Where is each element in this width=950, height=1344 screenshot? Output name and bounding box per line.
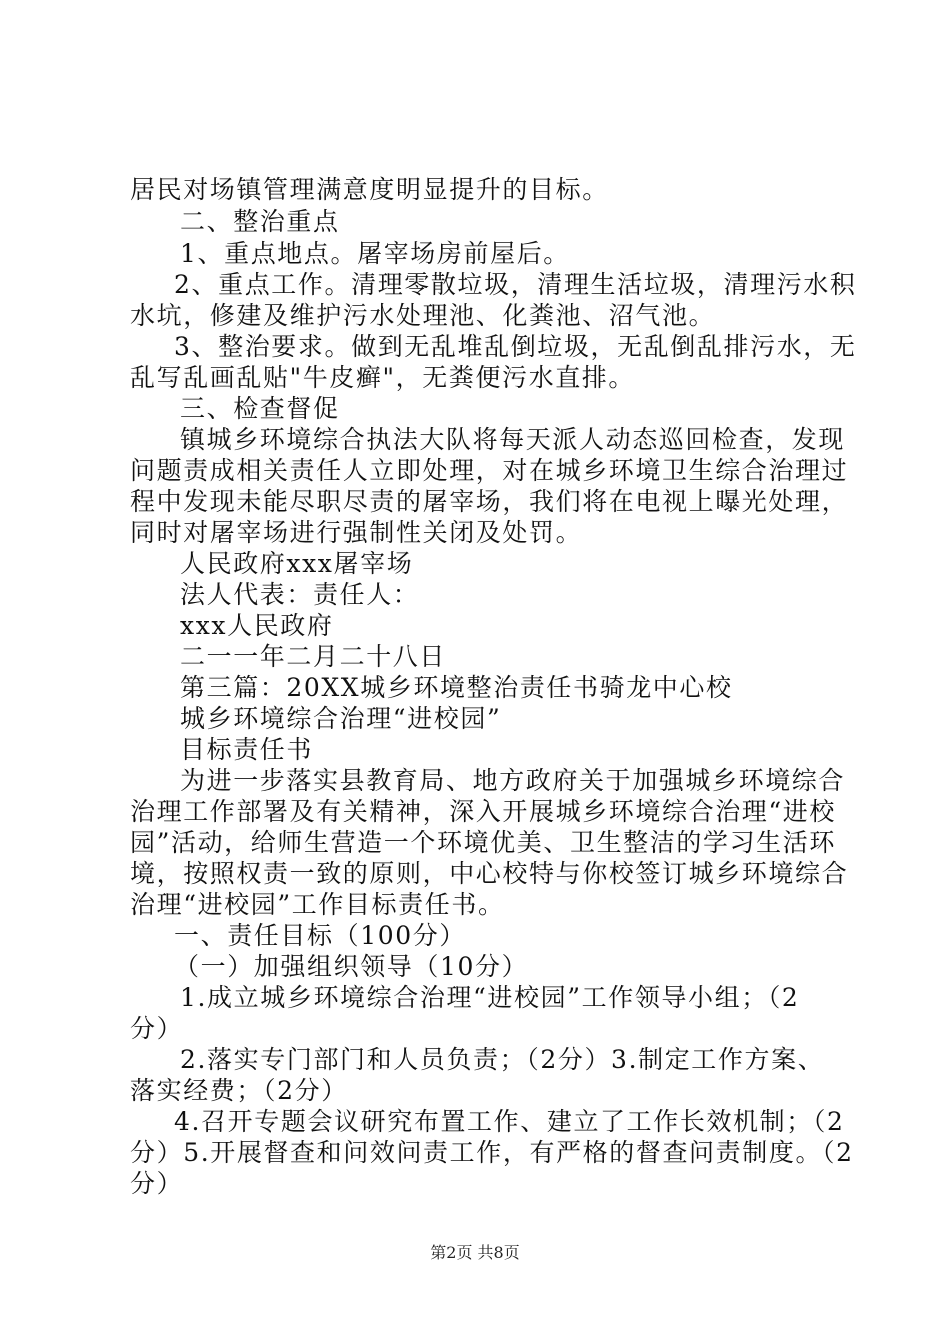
date-line: 二一一年二月二十八日 — [180, 642, 447, 671]
text-line: 境，按照权责一致的原则，中心校特与你校签订城乡环境综合 — [130, 859, 849, 888]
section-heading: 一、责任目标（100分） — [174, 921, 466, 950]
text-line: 3、整治要求。做到无乱堆乱倒垃圾，无乱倒乱排污水，无 — [174, 332, 857, 361]
text-line: 为进一步落实县教育局、地方政府关于加强城乡环境综合 — [180, 766, 846, 795]
text-line: 居民对场镇管理满意度明显提升的目标。 — [130, 175, 609, 204]
text-line: 分）5.开展督查和问效问责工作，有严格的督查问责制度。（2 — [130, 1138, 854, 1167]
text-line: 同时对屠宰场进行强制性关闭及处罚。 — [130, 518, 583, 547]
text-line: 1.成立城乡环境综合治理“进校园”工作领导小组；（2 — [180, 983, 800, 1012]
section-heading: 二、整治重点 — [180, 207, 340, 236]
text-line: 2.落实专门部门和人员负责；（2分）3.制定工作方案、 — [180, 1045, 825, 1074]
text-line: 园”活动，给师生营造一个环境优美、卫生整洁的学习生活环 — [130, 828, 836, 857]
text-line: 4.召开专题会议研究布置工作、建立了工作长效机制；（2 — [174, 1107, 845, 1136]
part-title: 第三篇：20XX城乡环境整治责任书骑龙中心校 — [180, 673, 733, 702]
doc-title: 城乡环境综合治理“进校园” — [180, 704, 502, 733]
section-heading: 三、检查督促 — [180, 394, 340, 423]
text-line: 治理工作部署及有关精神，深入开展城乡环境综合治理“进校 — [130, 797, 836, 826]
text-line: 分） — [130, 1014, 184, 1043]
text-line: 问题责成相关责任人立即处理，对在城乡环境卫生综合治理过 — [130, 456, 849, 485]
page-number-footer: 第2页 共8页 — [430, 1243, 520, 1262]
text-line: 分） — [130, 1169, 184, 1198]
text-line: 1、重点地点。屠宰场房前屋后。 — [180, 239, 570, 268]
text-line: 乱写乱画乱贴"牛皮癣"，无粪便污水直排。 — [130, 363, 635, 392]
text-line: 治理“进校园”工作目标责任书。 — [130, 890, 505, 919]
text-line: 水坑，修建及维护污水处理池、化粪池、沼气池。 — [130, 301, 716, 330]
text-line: 2、重点工作。清理零散垃圾，清理生活垃圾，清理污水积 — [174, 270, 857, 299]
doc-title: 目标责任书 — [180, 735, 314, 764]
text-line: 人民政府xxx屠宰场 — [180, 549, 414, 578]
text-line: 落实经费；（2分） — [130, 1076, 348, 1105]
subsection-heading: （一）加强组织领导（10分） — [174, 952, 529, 981]
text-line: xxx人民政府 — [180, 611, 334, 640]
text-line: 法人代表：责任人： — [180, 580, 420, 609]
text-line: 程中发现未能尽职尽责的屠宰场，我们将在电视上曝光处理， — [130, 487, 849, 516]
text-line: 镇城乡环境综合执法大队将每天派人动态巡回检查，发现 — [180, 425, 846, 454]
